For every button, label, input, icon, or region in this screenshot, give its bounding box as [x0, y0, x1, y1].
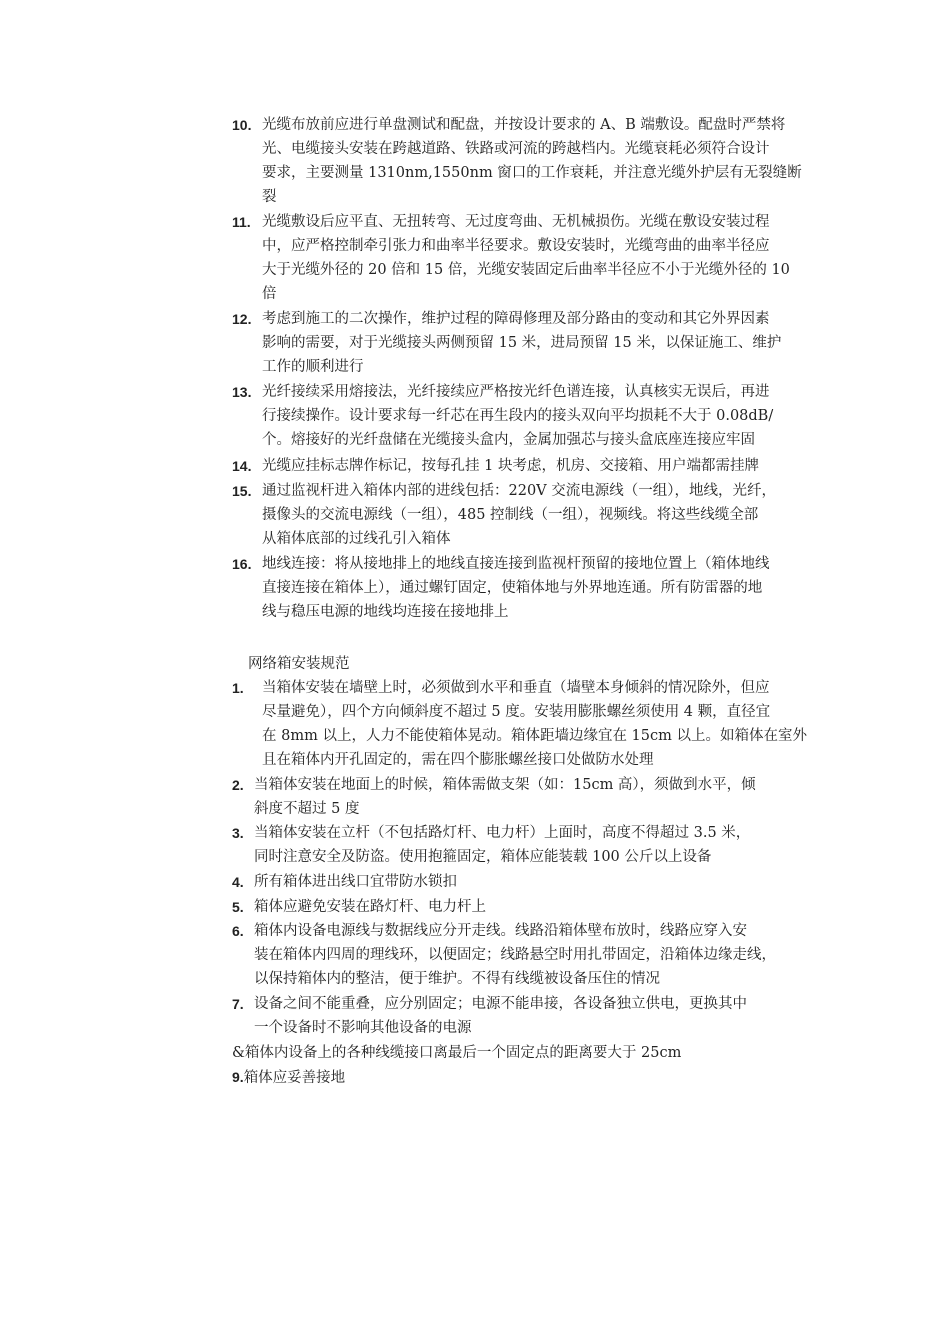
item-number: 7. — [232, 996, 244, 1012]
item-text: 箱体内设备电源线与数据线应分开走线。线路沿箱体壁布放时，线路应穿入安 装在箱体内四周的理线环，以便固定；线路悬空时用扎带固定，沿箱体边缘走线， 以保持箱体内的整洁，便于维护。不得有线缆被设备压住的情况 — [254, 923, 776, 987]
item-text: 当箱体安装在墙壁上时，必须做到水平和垂直（墙壁本身倾斜的情况除外，但应 尽量避免），四个方向倾斜度不超过 5 度。安装用膨胀螺丝须使用 4 颗，直径宜 在 8mm 以上，人力不能使箱体晃动。箱体距墙边缘宜在 15cm 以上。如箱体在室外 且在箱体内开孔固定的，需在四个膨胀螺丝接口处做防水处理 — [262, 680, 807, 768]
list-item — [232, 210, 862, 306]
item-number: 12. — [232, 311, 252, 327]
list-item — [232, 992, 862, 1040]
item-number: 4. — [232, 874, 244, 890]
item-number: 5. — [232, 899, 244, 915]
item-number: 16. — [232, 556, 252, 572]
item-number: 1. — [232, 680, 244, 696]
item-text: 所有箱体进出线口宜带防水锁扣 — [254, 874, 457, 890]
list-item — [232, 479, 862, 551]
item-text: 当箱体安装在立杆（不包括路灯杆、电力杆）上面时，高度不得超过 3.5 米， 同时注意安全及防盗。使用抱箍固定，箱体应能装载 100 公斤以上设备 — [254, 825, 751, 865]
list-item — [232, 307, 862, 379]
list-item — [232, 454, 862, 478]
list-item-9 — [232, 1065, 345, 1090]
list-item — [232, 113, 862, 209]
item-number: 14. — [232, 458, 252, 474]
item-text: 光缆敷设后应平直、无扭转弯、无过度弯曲、无机械损伤。光缆在敷设安装过程 中，应严格控制牵引张力和曲率半径要求。敷设安装时，光缆弯曲的曲率半径应 大于光缆外径的 20 倍和 15 倍，光缆安装固定后曲率半径应不小于光缆外径的 10 倍 — [262, 214, 790, 302]
item-number: 9. — [232, 1069, 244, 1085]
item-text: 当箱体安装在地面上的时候，箱体需做支架（如：15cm 高），须做到水平，倾 斜度不超过 5 度 — [254, 777, 756, 817]
list-item — [232, 380, 862, 452]
item-number: 11. — [232, 214, 251, 230]
item-number: 10. — [232, 117, 252, 133]
item-text: 光缆应挂标志牌作标记，按每孔挂 1 块考虑，机房、交接箱、用户端都需挂牌 — [262, 458, 759, 474]
item-text: 箱体应避免安装在路灯杆、电力杆上 — [254, 899, 486, 915]
item-text: 光缆布放前应进行单盘测试和配盘，并按设计要求的 A、B 端敷设。配盘时严禁将 光、电缆接头安装在跨越道路、铁路或河流的跨越档内。光缆衰耗必须符合设计 要求，主要测量 1310nm,1550nm 窗口的工作衰耗，并注意光缆外护层有无裂缝断 裂 — [262, 117, 802, 205]
item-text: 通过监视杆进入箱体内部的进线包括：220V 交流电源线（一组），地线，光纤， 摄像头的交流电源线（一组），485 控制线（一组），视频线。将这些线缆全部 从箱体底部的过线孔引入箱体 — [262, 483, 777, 547]
item-text: 地线连接：将从接地排上的地线直接连接到监视杆预留的接地位置上（箱体地线 直接连接在箱体上），通过螺钉固定，使箱体地与外界地连通。所有防雷器的地 线与稳压电源的地线均连接在接地排上 — [262, 556, 770, 620]
list-item — [232, 552, 862, 624]
list-item — [232, 870, 862, 894]
item-text: 设备之间不能重叠，应分别固定；电源不能串接，各设备独立供电，更换其中 一个设备时不影响其他设备的电源 — [254, 996, 747, 1036]
list-item — [232, 676, 862, 772]
item-text: 光纤接续采用熔接法，光纤接续应严格按光纤色谱连接，认真核实无误后，再进 行接续操作。设计要求每一纤芯在再生段内的接头双向平均损耗不大于 0.08dB/ 个。熔接好的光纤盘储在光缆接头盒内，金属加强芯与接头盒底座连接应牢固 — [262, 384, 774, 448]
list-item — [232, 919, 862, 991]
item-text: 考虑到施工的二次操作，维护过程的障碍修理及部分路由的变动和其它外界因素 影响的需要，对于光缆接头两侧预留 15 米，进局预留 15 米，以保证施工、维护 工作的顺利进行 — [262, 311, 782, 375]
list-item-8: &箱体内设备上的各种线缆接口离最后一个固定点的距离要大于 25cm — [232, 1045, 682, 1061]
item-number: 2. — [232, 777, 244, 793]
section-title: 网络箱安装规范 — [248, 656, 350, 672]
item-number: 3. — [232, 825, 244, 841]
item-text: 箱体应妥善接地 — [243, 1070, 346, 1086]
list-item — [232, 773, 862, 821]
item-number: 6. — [232, 923, 244, 939]
list-item — [232, 821, 862, 869]
item-number: 15. — [232, 483, 252, 499]
list-item — [232, 895, 862, 919]
item-number: 13. — [232, 384, 252, 400]
